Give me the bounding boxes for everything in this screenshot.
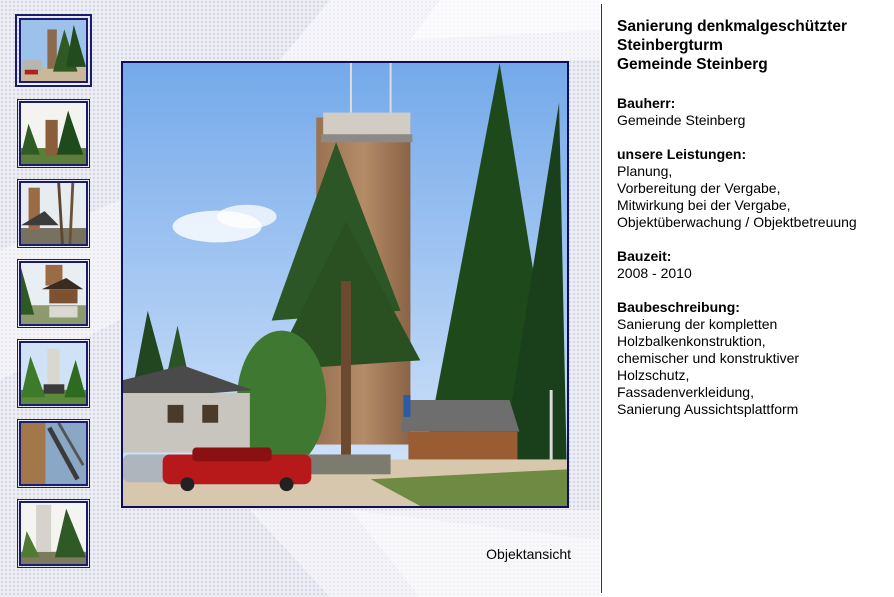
description-line: Sanierung der kompletten bbox=[617, 316, 778, 332]
project-title-line: Gemeinde Steinberg bbox=[617, 56, 768, 73]
thumbnail-2[interactable] bbox=[19, 101, 88, 166]
thumbnail-5[interactable] bbox=[19, 341, 88, 406]
client-value: Gemeinde Steinberg bbox=[617, 112, 746, 128]
period-section bbox=[617, 248, 887, 282]
thumbnail-7[interactable] bbox=[19, 501, 88, 566]
project-title-line: Steinbergturm bbox=[617, 37, 723, 54]
thumbnail-1[interactable] bbox=[19, 18, 88, 83]
services-label: unsere Leistungen: bbox=[617, 146, 747, 162]
thumbnail-3[interactable] bbox=[19, 181, 88, 246]
services-item: Planung, bbox=[617, 163, 673, 179]
project-info bbox=[617, 17, 887, 435]
client-label: Bauherr: bbox=[617, 95, 676, 111]
services-item: Mitwirkung bei der Vergabe, bbox=[617, 197, 791, 213]
project-title bbox=[617, 17, 887, 74]
description-line: Holzbalkenkonstruktion, bbox=[617, 333, 766, 349]
description-line: chemischer und konstruktiver bbox=[617, 350, 800, 366]
vertical-divider bbox=[601, 4, 602, 593]
photo-caption: Objektansicht bbox=[486, 546, 571, 562]
client-section bbox=[617, 95, 887, 129]
services-section bbox=[617, 146, 887, 231]
description-section bbox=[617, 299, 887, 418]
description-line: Fassadenverkleidung, bbox=[617, 384, 754, 400]
main-photo bbox=[121, 61, 569, 508]
services-item: Vorbereitung der Vergabe, bbox=[617, 180, 781, 196]
services-item: Objektüberwachung / Objektbetreuung bbox=[617, 214, 857, 230]
project-title-line: Sanierung denkmalgeschützter bbox=[617, 18, 847, 35]
description-line: Sanierung Aussichtsplattform bbox=[617, 401, 799, 417]
thumbnail-4[interactable] bbox=[19, 261, 88, 326]
period-label: Bauzeit: bbox=[617, 248, 672, 264]
thumbnail-6[interactable] bbox=[19, 421, 88, 486]
description-line: Holzschutz, bbox=[617, 367, 690, 383]
period-value: 2008 - 2010 bbox=[617, 265, 692, 281]
description-label: Baubeschreibung: bbox=[617, 299, 740, 315]
